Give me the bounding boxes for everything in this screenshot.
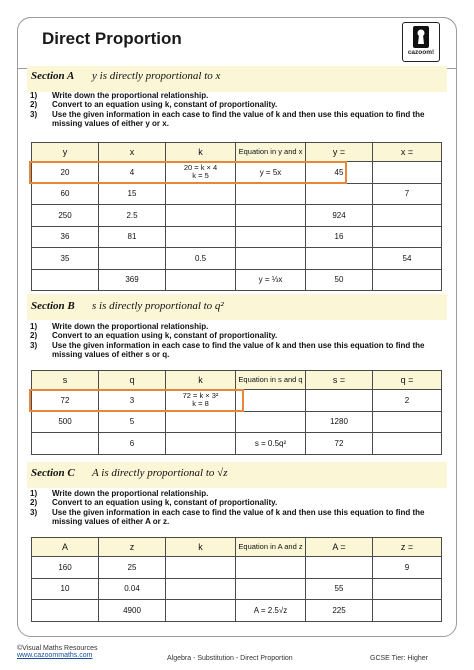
table-header-row — [32, 538, 442, 557]
table-cell: 369 — [99, 269, 166, 291]
answer-cell[interactable] — [306, 183, 373, 205]
step-text: Write down the proportional relationship. — [52, 322, 209, 331]
answer-cell[interactable] — [166, 578, 236, 600]
table-cell: 0.04 — [99, 578, 166, 600]
answer-cell[interactable] — [166, 183, 236, 205]
column-header: Equation in s and q — [236, 371, 306, 390]
answer-cell[interactable] — [166, 433, 236, 455]
answer-cell[interactable] — [236, 183, 306, 205]
column-header: q = — [373, 371, 442, 390]
section-c-description: A is directly proportional to √z — [92, 467, 228, 479]
answer-cell[interactable] — [166, 226, 236, 248]
table-cell: 250 — [32, 205, 99, 227]
step-row — [30, 91, 450, 100]
section-b-example-highlight — [29, 389, 244, 412]
table-cell: 72 — [306, 433, 373, 455]
section-b-label: Section B — [31, 300, 75, 312]
table-row — [32, 248, 442, 270]
section-b-description: s is directly proportional to q² — [92, 300, 224, 312]
section-a-example-highlight — [29, 161, 347, 184]
step-text: Use the given information in each case to find the value of k and then use this equation to find the missing values of either s or q. — [52, 340, 425, 359]
footer-center: Algebra - Substitution - Direct Proportion — [167, 655, 293, 662]
answer-cell[interactable] — [236, 226, 306, 248]
footer-right: GCSE Tier: Higher — [370, 655, 428, 662]
column-header: y = — [306, 143, 373, 162]
table-cell: 4 — [99, 162, 166, 184]
column-header: k — [166, 143, 236, 162]
answer-cell[interactable] — [236, 411, 306, 433]
table-cell: 7 — [373, 183, 442, 205]
section-c-label: Section C — [31, 467, 75, 479]
answer-cell[interactable] — [373, 578, 442, 600]
table-row — [32, 205, 442, 227]
table-cell: 1280 — [306, 411, 373, 433]
table-cell: 5 — [99, 411, 166, 433]
answer-cell[interactable] — [373, 433, 442, 455]
step-number: 1) — [30, 322, 38, 331]
logo-text: cazoom! — [407, 49, 435, 56]
table-row — [32, 183, 442, 205]
table-cell: 160 — [32, 557, 99, 579]
answer-cell[interactable] — [236, 578, 306, 600]
section-a-band — [27, 66, 447, 92]
table-cell: 35 — [32, 248, 99, 270]
answer-cell[interactable] — [236, 205, 306, 227]
step-row — [30, 331, 450, 340]
table-cell: 225 — [306, 600, 373, 622]
step-number: 2) — [30, 100, 38, 110]
table-cell: y = ⅓x — [236, 269, 306, 291]
column-header: x = — [373, 143, 442, 162]
step-text: Write down the proportional relationship. — [52, 91, 209, 100]
answer-cell[interactable] — [166, 600, 236, 622]
answer-cell[interactable] — [306, 557, 373, 579]
answer-cell[interactable] — [99, 248, 166, 270]
answer-cell[interactable] — [236, 557, 306, 579]
step-number: 1) — [30, 91, 38, 100]
table-cell: 16 — [306, 226, 373, 248]
step-row — [30, 508, 450, 527]
answer-cell[interactable] — [166, 411, 236, 433]
step-row — [30, 341, 450, 360]
answer-cell[interactable] — [373, 411, 442, 433]
table-cell: 6 — [99, 433, 166, 455]
table-cell: 2.5 — [99, 205, 166, 227]
table-cell: s = 0.5q² — [236, 433, 306, 455]
column-header: s — [32, 371, 99, 390]
column-header: z — [99, 538, 166, 557]
section-a-steps — [30, 91, 450, 128]
column-header: A — [32, 538, 99, 557]
answer-cell[interactable] — [32, 269, 99, 291]
answer-cell[interactable] — [306, 390, 373, 412]
column-header: z = — [373, 538, 442, 557]
table-cell: 2 — [373, 390, 442, 412]
table-cell: 81 — [99, 226, 166, 248]
table-row — [32, 269, 442, 291]
section-b-band — [27, 294, 447, 320]
answer-cell[interactable] — [306, 248, 373, 270]
answer-cell[interactable] — [373, 269, 442, 291]
step-row — [30, 322, 450, 331]
answer-cell[interactable] — [236, 248, 306, 270]
footer-copyright: ©Visual Maths Resources — [17, 645, 98, 652]
table-cell: 60 — [32, 183, 99, 205]
step-text: Convert to an equation using k, constant of proportionality. — [52, 100, 278, 110]
table-cell: 3 — [99, 390, 166, 412]
column-header: s = — [306, 371, 373, 390]
keyhole-logo-icon — [413, 26, 429, 48]
table-cell: 9 — [373, 557, 442, 579]
table-cell: 10 — [32, 578, 99, 600]
table-cell: 54 — [373, 248, 442, 270]
step-row — [30, 100, 450, 109]
step-row — [30, 110, 450, 129]
table-row — [32, 557, 442, 579]
section-a-label: Section A — [31, 70, 75, 82]
answer-cell[interactable] — [166, 557, 236, 579]
answer-cell[interactable] — [373, 226, 442, 248]
answer-cell[interactable] — [373, 162, 442, 184]
section-a-description: y is directly proportional to x — [92, 70, 221, 82]
step-number: 3) — [30, 340, 38, 350]
section-c-steps — [30, 489, 450, 526]
table-cell: 36 — [32, 226, 99, 248]
step-text: Convert to an equation using k, constant of proportionality. — [52, 498, 278, 508]
table-row — [32, 226, 442, 248]
column-header: x — [99, 143, 166, 162]
step-number: 3) — [30, 109, 38, 119]
step-number: 1) — [30, 489, 38, 498]
answer-cell[interactable] — [373, 205, 442, 227]
table-cell: 0.5 — [166, 248, 236, 270]
step-text: Use the given information in each case to find the value of k and then use this equation to find the missing values of either A or z. — [52, 507, 425, 526]
step-text: Write down the proportional relationship. — [52, 489, 209, 498]
table-cell: 20 = k × 4 k = 5 — [166, 162, 236, 184]
answer-cell[interactable] — [373, 600, 442, 622]
step-number: 2) — [30, 498, 38, 508]
table-cell: 25 — [99, 557, 166, 579]
table-row — [32, 411, 442, 433]
table-row — [32, 578, 442, 600]
table-cell: 72 = k × 3² k = 8 — [166, 390, 236, 412]
table-cell: 72 — [32, 390, 99, 412]
table-header-row — [32, 143, 442, 162]
column-header: y — [32, 143, 99, 162]
answer-cell[interactable] — [32, 433, 99, 455]
table-cell: 500 — [32, 411, 99, 433]
table-cell: 20 — [32, 162, 99, 184]
table-cell: 4900 — [99, 600, 166, 622]
table-cell: A = 2.5√z — [236, 600, 306, 622]
section-b-steps — [30, 322, 450, 359]
column-header: A = — [306, 538, 373, 557]
cazoom-logo — [402, 22, 440, 62]
step-text: Convert to an equation using k, constant of proportionality. — [52, 331, 278, 341]
step-number: 3) — [30, 507, 38, 517]
table-row — [32, 600, 442, 622]
column-header: Equation in y and x — [236, 143, 306, 162]
answer-cell[interactable] — [236, 390, 306, 412]
table-cell: 55 — [306, 578, 373, 600]
table-cell: 924 — [306, 205, 373, 227]
column-header: k — [166, 371, 236, 390]
answer-cell[interactable] — [166, 269, 236, 291]
table-cell: 45 — [306, 162, 373, 184]
table-cell: 50 — [306, 269, 373, 291]
footer-link[interactable]: www.cazoommaths.com — [17, 652, 93, 659]
table-header-row — [32, 371, 442, 390]
step-row — [30, 498, 450, 507]
table-cell: 15 — [99, 183, 166, 205]
footer-left — [17, 645, 98, 659]
table-row — [32, 433, 442, 455]
column-header: k — [166, 538, 236, 557]
answer-cell[interactable] — [166, 205, 236, 227]
answer-cell[interactable] — [32, 600, 99, 622]
page-title: Direct Proportion — [42, 29, 182, 48]
column-header: q — [99, 371, 166, 390]
step-row — [30, 489, 450, 498]
step-text: Use the given information in each case to find the value of k and then use this equation to find the missing values of either y or x. — [52, 109, 425, 128]
section-c-band — [27, 462, 447, 488]
section-b-table — [31, 370, 442, 455]
section-c-table — [31, 537, 442, 622]
step-number: 2) — [30, 331, 38, 341]
table-cell: y = 5x — [236, 162, 306, 184]
column-header: Equation in A and z — [236, 538, 306, 557]
